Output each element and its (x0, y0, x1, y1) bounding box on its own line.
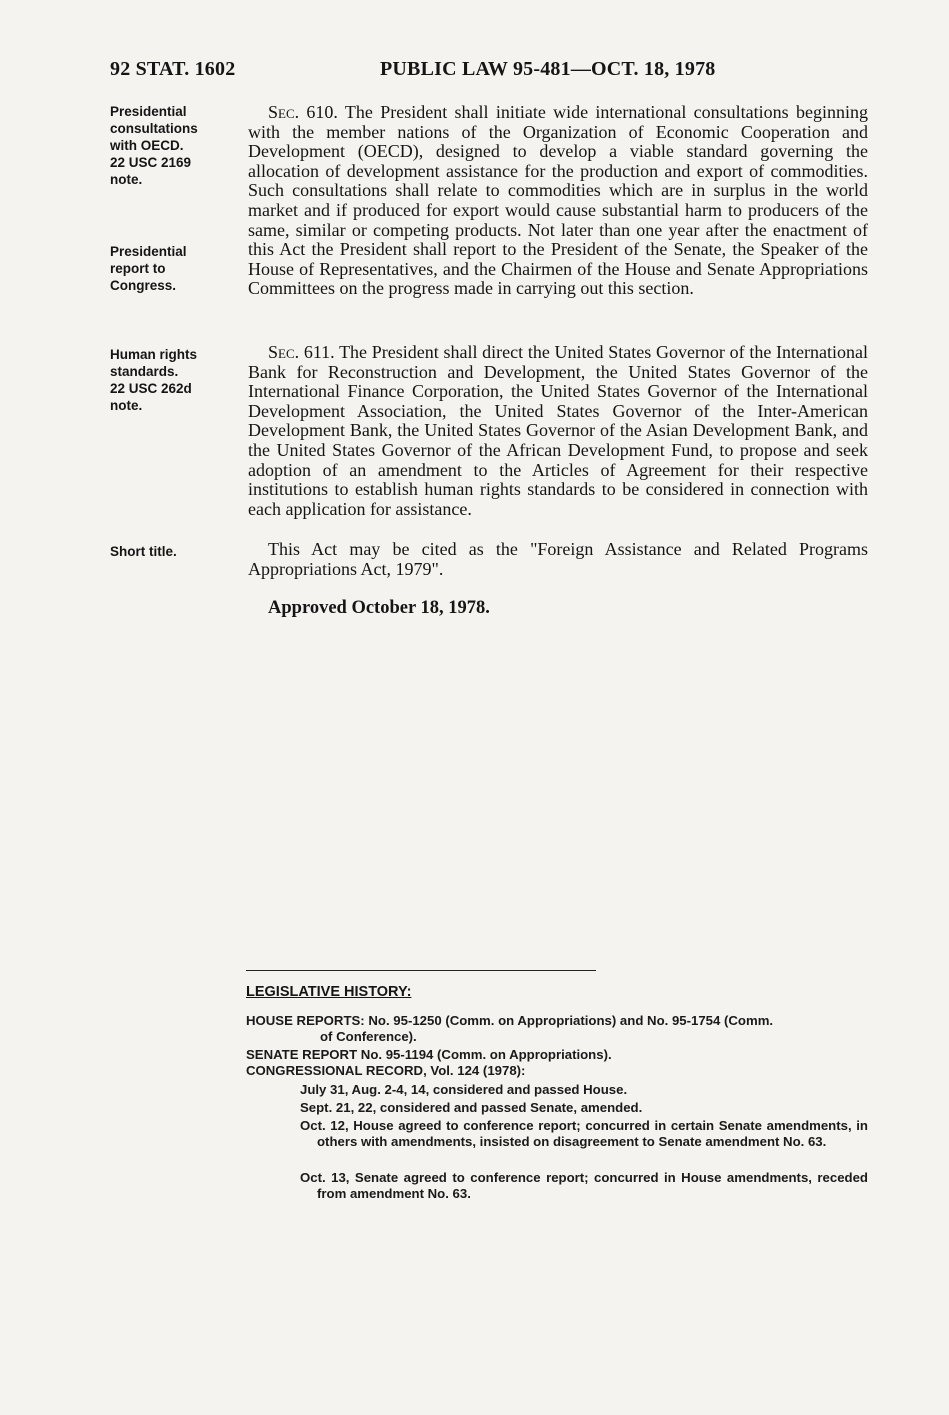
divider-rule (246, 970, 596, 971)
margin-note-line: note. (110, 398, 143, 413)
section-610 (248, 103, 868, 299)
history-entry-text: Oct. 12, House agreed to conference report; concurred in certain Senate amendments, in others with amendments, insisted on disagreement to Senate amendment No. 63. (300, 1118, 868, 1149)
approval-date: Approved October 18, 1978. (268, 598, 490, 618)
margin-note-human-rights (110, 346, 230, 414)
legislative-history-heading: LEGISLATIVE HISTORY: (246, 984, 412, 1000)
margin-note-line: note. (110, 172, 143, 187)
margin-note-line: consultations (110, 121, 198, 136)
senate-report: SENATE REPORT No. 95-1194 (Comm. on Appropriations). (246, 1047, 612, 1062)
house-reports-line: of Conference). (320, 1028, 417, 1044)
house-reports-line: HOUSE REPORTS: No. 95-1250 (Comm. on Appropriations) and No. 95-1754 (Comm. (246, 1013, 774, 1028)
congressional-record: CONGRESSIONAL RECORD, Vol. 124 (1978): (246, 1063, 526, 1078)
margin-note-report (110, 243, 230, 294)
section-610-label: Sec. 610. (268, 102, 338, 122)
margin-note-line: Short title. (110, 544, 177, 559)
house-reports (246, 1013, 868, 1044)
margin-note-oecd (110, 103, 230, 188)
short-title-clause: This Act may be cited as the "Foreign Assistance and Related Programs Appropriations Act, 1979". (248, 539, 868, 579)
margin-note-line: 22 USC 262d (110, 381, 192, 396)
margin-note-line: Congress. (110, 278, 177, 293)
history-entry-text: July 31, Aug. 2-4, 14, considered and passed House. (300, 1082, 628, 1097)
public-law-reference: PUBLIC LAW 95-481—OCT. 18, 1978 (380, 58, 716, 80)
history-entry (300, 1118, 868, 1149)
section-610-text: The President shall initiate wide international consultations beginning with the member nations of the Organization of Economic Cooperation and Development (OECD), designed to develop a viable standard governing the allocation of development assistance for the production and export of commodities. Such consultations shall relate to commodities which are in surplus in the world market and if produced for export would cause substantial harm to producers of the same, similar or competing products. Not later than one year after the enactment of this Act the President shall report to the President of the Senate, the Speaker of the House of Representatives, and the Chairmen of the House and Senate Appropriations Committees on the progress made in carrying out this section. (248, 102, 868, 299)
margin-note-line: Presidential (110, 244, 187, 259)
section-611-label: Sec. 611. (268, 342, 335, 362)
history-entry-text: Sept. 21, 22, considered and passed Senate, amended. (300, 1100, 643, 1115)
margin-note-line: Presidential (110, 104, 187, 119)
history-entry-text: Oct. 13, Senate agreed to conference report; concurred in House amendments, receded from amendment No. 63. (300, 1170, 868, 1201)
margin-note-line: Human rights (110, 347, 198, 362)
stat-reference: 92 STAT. 1602 (110, 58, 236, 80)
history-entry (300, 1170, 868, 1201)
margin-note-line: standards. (110, 364, 179, 379)
section-611 (248, 343, 868, 519)
margin-note-line: 22 USC 2169 (110, 155, 192, 170)
history-entry (300, 1100, 868, 1116)
margin-note-short-title (110, 543, 230, 560)
section-611-text: The President shall direct the United States Governor of the International Bank for Reconstruction and Development, the United States Governor of the International Finance Corporation, the United States Governor of the International Development Association, the United States Governor of the Inter-American Development Bank, the United States Governor of the Asian Development Bank, and the United States Governor of the African Development Fund, to propose and seek adoption of an amendment to the Articles of Agreement for their respective institutions to establish human rights standards to be considered in connection with each application for assistance. (248, 342, 868, 519)
margin-note-line: with OECD. (110, 138, 184, 153)
margin-note-line: report to (110, 261, 166, 276)
history-entry (300, 1082, 868, 1098)
